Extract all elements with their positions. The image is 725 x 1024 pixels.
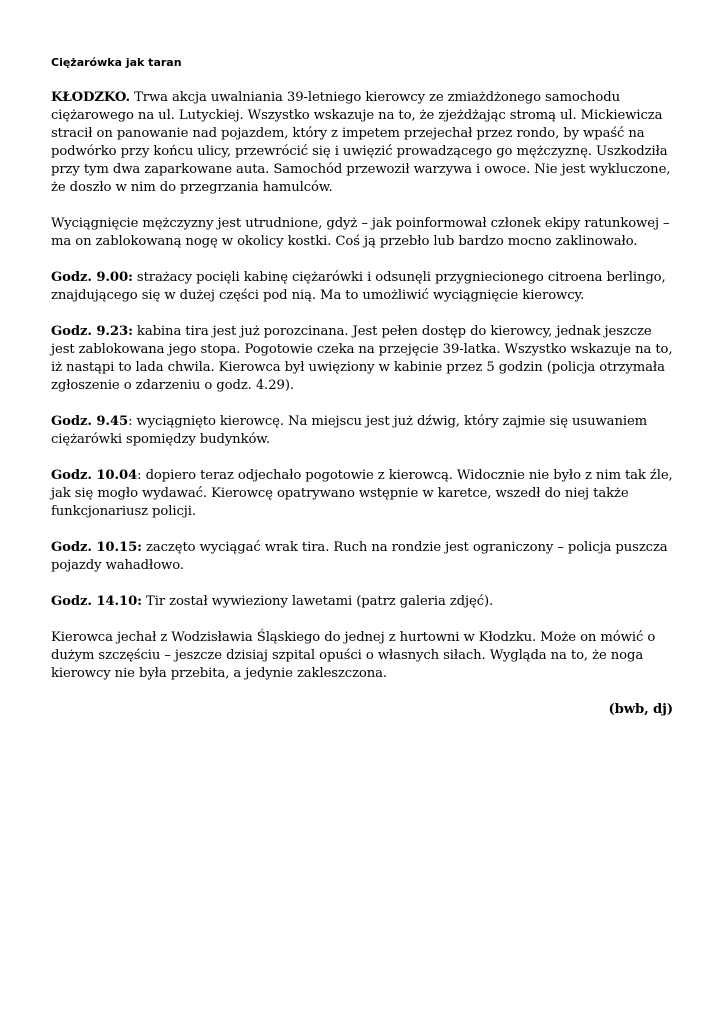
paragraph-text: Wyciągnięcie mężczyzny jest utrudnione, gdyż – jak poinformował członek ekipy ratunkowej – ma on zablokowaną nogę w okolicy kostki. Coś ją przebło lub bardzo mocno zaklinowało. (51, 216, 670, 249)
paragraph (51, 413, 673, 449)
paragraph-lead: Godz. 9.00: (51, 270, 133, 285)
paragraph-text: kabina tira jest już porozcinana. Jest pełen dostęp do kierowcy, jednak jeszcze jest zablokowana jego stopa. Pogotowie czeka na przejęcie 39-latka. Wszystko wskazuje na to, iż nastąpi to lada chwila. Kierowca był uwięziony w kabinie przez 5 godzin (policja otrzymała zgłoszenie o zdarzeniu o godz. 4.29). (51, 324, 673, 393)
paragraph-text: : wyciągnięto kierowcę. Na miejscu jest już dźwig, który zajmie się usuwaniem ciężarówki spomiędzy budynków. (51, 414, 648, 447)
article-body (51, 89, 673, 737)
paragraph-lead: Godz. 10.04 (51, 468, 138, 483)
paragraph-text: zaczęto wyciągać wrak tira. Ruch na rondzie jest ograniczony – policja puszcza pojazdy wahadłowo. (51, 540, 668, 573)
paragraph (51, 539, 673, 575)
paragraph-text: Trwa akcja uwalniania 39-letniego kierowcy ze zmiażdżonego samochodu ciężarowego na ul. Lutyckiej. Wszystko wskazuje na to, że zjeżdżając stromą ul. Mickiewicza stracił on panowanie nad pojazdem, który z impetem przejechał przez rondo, by wpaść na podwórko przy końcu ulicy, przewrócić się i uwięzić prowadzącego go mężczyznę. Uszkodziła przy tym dwa zaparkowane auta. Samochód przewoził warzywa i owoce. Nie jest wykluczone, że doszło w nim do przegrzania hamulców. (51, 90, 671, 195)
paragraph (51, 323, 673, 395)
paragraph-text: Kierowca jechał z Wodzisławia Śląskiego do jednej z hurtowni w Kłodzku. Może on mówić o dużym szczęściu – jeszcze dzisiaj szpital opuści o własnych siłach. Wygląda na to, że noga kierowcy nie była przebita, a jedynie zakleszczona. (51, 630, 656, 681)
paragraph (51, 269, 673, 305)
paragraph (51, 629, 673, 683)
article-title: Ciężarówka jak taran (51, 56, 182, 69)
paragraph-lead: Godz. 9.45 (51, 414, 129, 429)
paragraph (51, 593, 673, 611)
paragraph-text: Tir został wywieziony lawetami (patrz galeria zdjęć). (141, 594, 494, 609)
paragraph-text: : dopiero teraz odjechało pogotowie z kierowcą. Widocznie nie było z nim tak źle, jak się mogło wydawać. Kierowcę opatrywano wstępnie w karetce, wszedł do niej także funkcjonariusz policji. (51, 468, 673, 519)
paragraph-lead: Godz. 9.23: (51, 324, 133, 339)
author-signature: (bwb, dj) (608, 702, 673, 717)
paragraph-lead: KŁODZKO. (51, 90, 130, 105)
paragraph (51, 467, 673, 521)
paragraph-lead: Godz. 10.15: (51, 540, 142, 555)
paragraph (51, 215, 673, 251)
paragraph-text: strażacy pocięli kabinę ciężarówki i odsunęli przygniecionego citroena berlingo, znajdującego się w dużej części pod nią. Ma to umożliwić wyciągnięcie kierowcy. (51, 270, 666, 303)
paragraph (51, 89, 673, 197)
paragraph-lead: Godz. 14.10: (51, 594, 142, 609)
